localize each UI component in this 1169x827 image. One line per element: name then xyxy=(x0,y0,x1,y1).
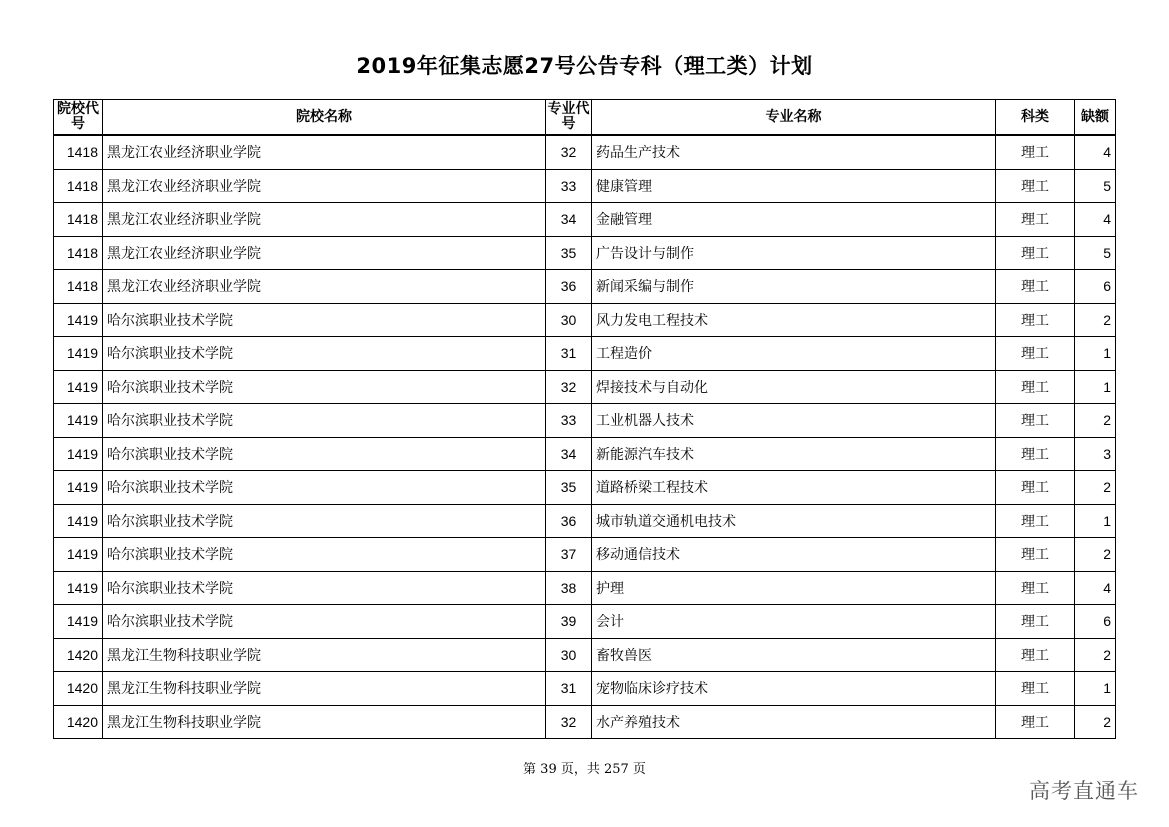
cell-major-name: 新闻采编与制作 xyxy=(592,270,996,304)
cell-major-code: 30 xyxy=(546,303,592,337)
cell-school-name: 哈尔滨职业技术学院 xyxy=(103,471,546,505)
watermark: 高考直通车 xyxy=(1029,779,1139,803)
cell-category: 理工 xyxy=(996,672,1075,706)
cell-school-name: 黑龙江农业经济职业学院 xyxy=(103,135,546,169)
cell-major-code: 38 xyxy=(546,571,592,605)
table-row xyxy=(54,437,1116,471)
cell-school-code: 1420 xyxy=(54,672,103,706)
cell-school-code: 1419 xyxy=(54,605,103,639)
table-row xyxy=(54,672,1116,706)
table-row xyxy=(54,169,1116,203)
table-row xyxy=(54,236,1116,270)
table-row xyxy=(54,504,1116,538)
cell-category: 理工 xyxy=(996,471,1075,505)
cell-quota: 2 xyxy=(1075,538,1116,572)
cell-school-name: 黑龙江生物科技职业学院 xyxy=(103,638,546,672)
cell-school-code: 1418 xyxy=(54,270,103,304)
cell-major-code: 34 xyxy=(546,437,592,471)
cell-major-code: 33 xyxy=(546,404,592,438)
table-row xyxy=(54,638,1116,672)
cell-major-code: 30 xyxy=(546,638,592,672)
cell-major-code: 39 xyxy=(546,605,592,639)
cell-school-name: 哈尔滨职业技术学院 xyxy=(103,337,546,371)
cell-school-code: 1419 xyxy=(54,538,103,572)
cell-school-code: 1419 xyxy=(54,471,103,505)
document-title: 2019年征集志愿27号公告专科（理工类）计划 xyxy=(356,54,813,78)
cell-category: 理工 xyxy=(996,370,1075,404)
cell-quota: 1 xyxy=(1075,337,1116,371)
cell-quota: 2 xyxy=(1075,471,1116,505)
admission-plan-table xyxy=(53,99,1116,739)
table-row xyxy=(54,337,1116,371)
cell-major-code: 37 xyxy=(546,538,592,572)
cell-major-code: 34 xyxy=(546,203,592,237)
cell-category: 理工 xyxy=(996,571,1075,605)
cell-school-code: 1419 xyxy=(54,370,103,404)
table-row xyxy=(54,605,1116,639)
cell-school-name: 哈尔滨职业技术学院 xyxy=(103,605,546,639)
cell-major-name: 工程造价 xyxy=(592,337,996,371)
cell-major-name: 畜牧兽医 xyxy=(592,638,996,672)
cell-major-name: 新能源汽车技术 xyxy=(592,437,996,471)
cell-school-name: 黑龙江生物科技职业学院 xyxy=(103,672,546,706)
cell-major-name: 工业机器人技术 xyxy=(592,404,996,438)
cell-school-code: 1419 xyxy=(54,437,103,471)
cell-quota: 5 xyxy=(1075,169,1116,203)
header-school-code: 院校代号 xyxy=(54,100,103,136)
cell-category: 理工 xyxy=(996,705,1075,739)
cell-quota: 6 xyxy=(1075,605,1116,639)
header-category: 科类 xyxy=(996,100,1075,136)
cell-school-code: 1419 xyxy=(54,404,103,438)
header-school-name: 院校名称 xyxy=(103,100,546,136)
cell-quota: 1 xyxy=(1075,370,1116,404)
cell-major-name: 健康管理 xyxy=(592,169,996,203)
cell-major-name: 护理 xyxy=(592,571,996,605)
table-row xyxy=(54,404,1116,438)
table-header-row xyxy=(54,100,1116,136)
cell-category: 理工 xyxy=(996,538,1075,572)
cell-school-name: 哈尔滨职业技术学院 xyxy=(103,571,546,605)
cell-major-code: 36 xyxy=(546,270,592,304)
cell-quota: 4 xyxy=(1075,203,1116,237)
cell-school-code: 1418 xyxy=(54,203,103,237)
cell-category: 理工 xyxy=(996,437,1075,471)
cell-major-code: 35 xyxy=(546,471,592,505)
cell-major-name: 广告设计与制作 xyxy=(592,236,996,270)
table-row xyxy=(54,571,1116,605)
cell-quota: 2 xyxy=(1075,705,1116,739)
cell-major-name: 水产养殖技术 xyxy=(592,705,996,739)
cell-school-code: 1420 xyxy=(54,638,103,672)
table-body xyxy=(54,135,1116,739)
cell-category: 理工 xyxy=(996,504,1075,538)
cell-school-code: 1419 xyxy=(54,571,103,605)
header-major-name: 专业名称 xyxy=(592,100,996,136)
cell-major-name: 会计 xyxy=(592,605,996,639)
cell-major-code: 36 xyxy=(546,504,592,538)
cell-school-name: 黑龙江农业经济职业学院 xyxy=(103,169,546,203)
cell-school-name: 黑龙江生物科技职业学院 xyxy=(103,705,546,739)
table-row xyxy=(54,370,1116,404)
cell-quota: 3 xyxy=(1075,437,1116,471)
cell-category: 理工 xyxy=(996,236,1075,270)
cell-category: 理工 xyxy=(996,203,1075,237)
cell-major-code: 35 xyxy=(546,236,592,270)
cell-quota: 5 xyxy=(1075,236,1116,270)
cell-major-name: 宠物临床诊疗技术 xyxy=(592,672,996,706)
table-row xyxy=(54,270,1116,304)
table-row xyxy=(54,705,1116,739)
table-row xyxy=(54,135,1116,169)
cell-school-name: 黑龙江农业经济职业学院 xyxy=(103,270,546,304)
cell-school-name: 黑龙江农业经济职业学院 xyxy=(103,236,546,270)
table-row xyxy=(54,471,1116,505)
cell-school-name: 哈尔滨职业技术学院 xyxy=(103,404,546,438)
cell-quota: 6 xyxy=(1075,270,1116,304)
cell-major-name: 城市轨道交通机电技术 xyxy=(592,504,996,538)
cell-major-code: 32 xyxy=(546,370,592,404)
cell-quota: 1 xyxy=(1075,504,1116,538)
cell-major-code: 32 xyxy=(546,705,592,739)
cell-major-name: 移动通信技术 xyxy=(592,538,996,572)
cell-category: 理工 xyxy=(996,605,1075,639)
cell-school-name: 哈尔滨职业技术学院 xyxy=(103,504,546,538)
cell-school-code: 1419 xyxy=(54,303,103,337)
cell-school-code: 1419 xyxy=(54,504,103,538)
cell-major-name: 药品生产技术 xyxy=(592,135,996,169)
cell-quota: 4 xyxy=(1075,135,1116,169)
table-row xyxy=(54,303,1116,337)
cell-category: 理工 xyxy=(996,169,1075,203)
cell-major-code: 33 xyxy=(546,169,592,203)
cell-school-name: 哈尔滨职业技术学院 xyxy=(103,437,546,471)
cell-category: 理工 xyxy=(996,135,1075,169)
cell-major-code: 32 xyxy=(546,135,592,169)
table-row xyxy=(54,538,1116,572)
cell-school-code: 1420 xyxy=(54,705,103,739)
header-major-code: 专业代号 xyxy=(546,100,592,136)
cell-major-name: 金融管理 xyxy=(592,203,996,237)
cell-quota: 1 xyxy=(1075,672,1116,706)
cell-school-code: 1418 xyxy=(54,169,103,203)
cell-major-name: 风力发电工程技术 xyxy=(592,303,996,337)
cell-major-code: 31 xyxy=(546,672,592,706)
page-number: 第 39 页，共 257 页 xyxy=(523,762,646,777)
cell-category: 理工 xyxy=(996,638,1075,672)
cell-school-name: 哈尔滨职业技术学院 xyxy=(103,303,546,337)
cell-category: 理工 xyxy=(996,337,1075,371)
cell-quota: 4 xyxy=(1075,571,1116,605)
cell-school-code: 1419 xyxy=(54,337,103,371)
cell-school-name: 哈尔滨职业技术学院 xyxy=(103,538,546,572)
cell-quota: 2 xyxy=(1075,404,1116,438)
cell-category: 理工 xyxy=(996,270,1075,304)
table-row xyxy=(54,203,1116,237)
cell-major-name: 道路桥梁工程技术 xyxy=(592,471,996,505)
cell-school-code: 1418 xyxy=(54,135,103,169)
cell-major-code: 31 xyxy=(546,337,592,371)
cell-quota: 2 xyxy=(1075,638,1116,672)
cell-school-name: 黑龙江农业经济职业学院 xyxy=(103,203,546,237)
cell-category: 理工 xyxy=(996,303,1075,337)
cell-category: 理工 xyxy=(996,404,1075,438)
cell-quota: 2 xyxy=(1075,303,1116,337)
cell-school-code: 1418 xyxy=(54,236,103,270)
cell-major-name: 焊接技术与自动化 xyxy=(592,370,996,404)
header-quota: 缺额 xyxy=(1075,100,1116,136)
cell-school-name: 哈尔滨职业技术学院 xyxy=(103,370,546,404)
